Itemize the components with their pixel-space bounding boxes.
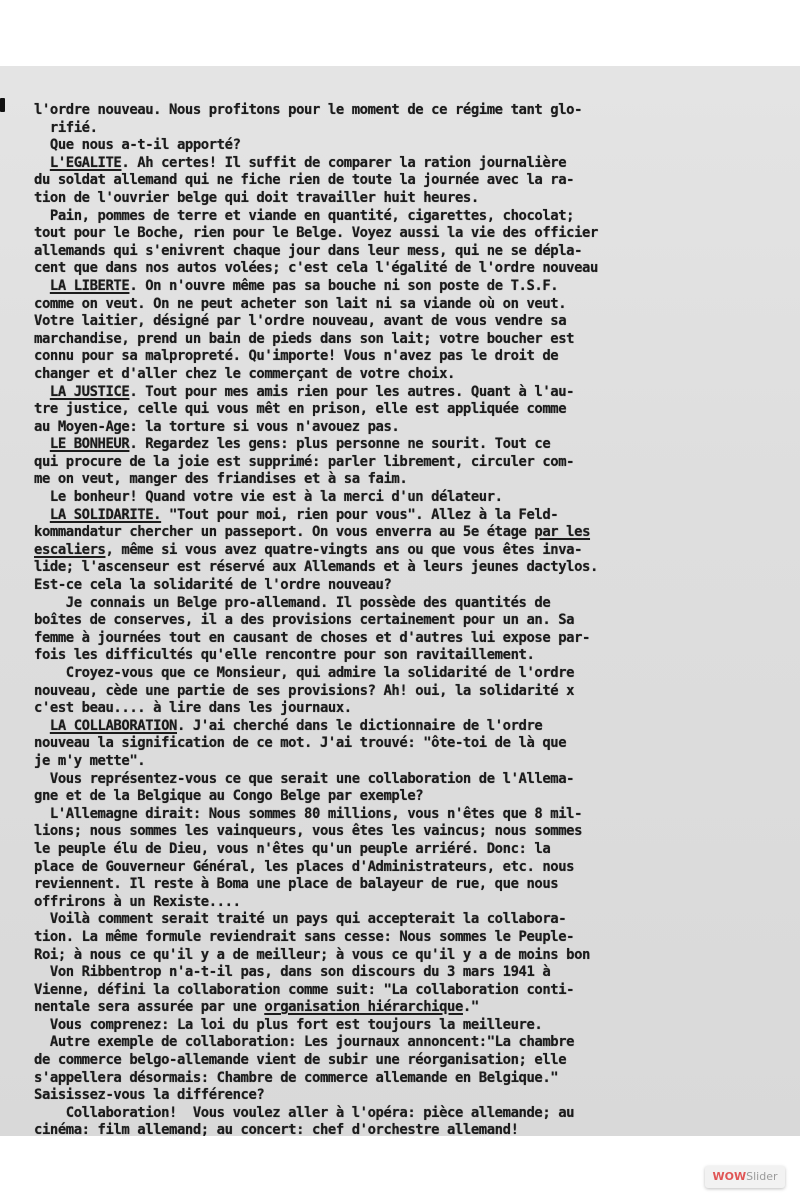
text-segment: Roi; à nous ce qu'il y a de meilleur; à vous ce qu'il y a de moins bon xyxy=(34,946,591,963)
text-line xyxy=(34,911,800,929)
text-segment: , même si vous avez quatre-vingts ans ou que vous êtes inva- xyxy=(105,541,583,558)
text-segment: marchandise, prend un bain de pieds dans son lait; votre boucher est xyxy=(34,330,575,347)
text-segment: Vous comprenez: La loi du plus fort est toujours la meilleure. xyxy=(34,1016,543,1033)
text-line xyxy=(34,647,800,665)
text-line xyxy=(34,243,800,261)
text-segment: le peuple élu de Dieu, vous n'êtes qu'un peuple arriéré. Donc: la xyxy=(34,840,551,857)
text-segment: Vienne, défini la collaboration comme suit: "La collaboration conti- xyxy=(34,981,575,998)
text-segment: Saisissez-vous la différence? xyxy=(34,1087,265,1104)
text-line xyxy=(34,929,800,947)
badge-accent-text: WOW xyxy=(712,1170,747,1183)
wowslider-badge[interactable] xyxy=(705,1166,785,1188)
text-segment: . Tout pour mes amis rien pour les autres. Quant à l'au- xyxy=(129,383,575,400)
text-line xyxy=(34,771,800,789)
text-segment: Est-ce cela la solidarité de l'ordre nouveau? xyxy=(34,577,392,594)
text-segment xyxy=(34,278,50,294)
underlined-heading: par les xyxy=(534,524,591,541)
text-segment: c'est beau.... à lire dans les journaux. xyxy=(34,700,352,717)
text-segment: comme on veut. On ne peut acheter son lait ni sa viande où on veut. xyxy=(34,295,567,312)
text-line xyxy=(34,630,800,648)
text-line xyxy=(34,137,800,155)
text-segment xyxy=(34,507,50,523)
underlined-heading: L'EGALITE xyxy=(49,154,122,171)
text-line xyxy=(34,947,800,965)
text-segment: . On n'ouvre même pas sa bouche ni son poste de T.S.F. xyxy=(129,277,559,294)
text-line xyxy=(34,454,800,472)
text-segment: je m'y mette". xyxy=(34,752,146,769)
text-segment: nouveau la signification de ce mot. J'ai trouvé: "ôte-toi de là que xyxy=(34,735,567,752)
text-line xyxy=(34,419,800,437)
text-segment: changer et d'aller chez le commerçant de votre choix. xyxy=(34,365,455,382)
text-line xyxy=(34,1017,800,1035)
text-line xyxy=(34,964,800,982)
text-segment: gne et de la Belgique au Congo Belge par exemple? xyxy=(34,788,424,805)
text-segment: Le bonheur! Quand votre vie est à la merci d'un délateur. xyxy=(34,489,503,506)
text-segment: Pain, pommes de terre et viande en quantité, cigarettes, chocolat; xyxy=(34,207,575,224)
text-segment: offrirons à un Rexiste.... xyxy=(34,893,241,910)
text-line xyxy=(34,577,800,595)
text-line xyxy=(34,1087,800,1105)
text-line xyxy=(34,471,800,489)
text-line xyxy=(34,982,800,1000)
text-line xyxy=(34,1122,800,1136)
underlined-heading: LE BONHEUR xyxy=(49,436,130,453)
text-segment: de commerce belgo-allemande vient de subir une réorganisation; elle xyxy=(34,1052,567,1069)
text-segment: nentale sera assurée par une xyxy=(34,999,265,1016)
text-line xyxy=(34,700,800,718)
text-segment: cent que dans nos autos volées; c'est cela l'égalité de l'ordre nouveau xyxy=(34,260,598,277)
text-line xyxy=(34,120,800,138)
text-segment: Von Ribbentrop n'a-t-il pas, dans son discours du 3 mars 1941 à xyxy=(34,964,551,981)
text-segment: kommandatur chercher un passeport. On vous enverra au 5e étage xyxy=(34,524,535,541)
underlined-heading: LA COLLABORATION xyxy=(49,717,177,734)
text-line xyxy=(34,190,800,208)
text-line xyxy=(34,331,800,349)
text-line xyxy=(34,859,800,877)
text-segment: tout pour le Boche, rien pour le Belge. Voyez aussi la vie des officier xyxy=(34,225,598,242)
text-segment: femme à journées tout en causant de choses et d'autres lui expose par- xyxy=(34,629,591,646)
text-segment: tion de l'ouvrier belge qui doit travailler huit heures. xyxy=(34,189,479,206)
underlined-heading: LA JUSTICE xyxy=(49,383,130,400)
text-segment: allemands qui s'enivrent chaque jour dans leur mess, qui ne se dépla- xyxy=(34,242,583,259)
text-line xyxy=(34,894,800,912)
text-segment xyxy=(34,436,50,452)
text-line xyxy=(34,683,800,701)
text-segment: l'ordre nouveau. Nous profitons pour le moment de ce régime tant glo- xyxy=(34,102,583,118)
text-line xyxy=(34,823,800,841)
text-segment: du soldat allemand qui ne fiche rien de toute la journée avec la ra- xyxy=(34,172,575,189)
text-segment: s'appellera désormais: Chambre de commerce allemande en Belgique." xyxy=(34,1069,559,1086)
text-line xyxy=(34,735,800,753)
text-segment: boîtes de conserves, il a des provisions certainement pour un an. Sa xyxy=(34,612,575,629)
text-line xyxy=(34,348,800,366)
text-line xyxy=(34,542,800,560)
text-segment: Vous représentez-vous ce que serait une collaboration de l'Allema- xyxy=(34,770,575,787)
text-segment: L'Allemagne dirait: Nous sommes 80 millions, vous n'êtes que 8 mil- xyxy=(34,805,583,822)
text-line xyxy=(34,208,800,226)
text-segment: . J'ai cherché dans le dictionnaire de l'ordre xyxy=(176,717,543,734)
text-line xyxy=(34,489,800,507)
typewritten-page xyxy=(0,66,800,1136)
text-line xyxy=(34,665,800,683)
text-line xyxy=(34,559,800,577)
underlined-heading: LA LIBERTE xyxy=(49,277,130,294)
text-segment: cinéma: film allemand; au concert: chef d'orchestre allemand! xyxy=(34,1122,519,1136)
text-line xyxy=(34,788,800,806)
text-line xyxy=(34,102,800,120)
text-segment xyxy=(34,718,50,734)
text-line xyxy=(34,313,800,331)
text-segment xyxy=(34,155,50,171)
text-segment: . Regardez les gens: plus personne ne sourit. Tout ce xyxy=(129,436,551,453)
text-segment: "Tout pour moi, rien pour vous". Allez à la Feld- xyxy=(161,506,559,523)
text-segment: . Ah certes! Il suffit de comparer la ration journalière xyxy=(121,154,567,171)
text-line xyxy=(34,999,800,1017)
text-line xyxy=(34,595,800,613)
text-segment xyxy=(34,384,50,400)
text-line xyxy=(34,436,800,454)
text-line xyxy=(34,841,800,859)
document-text xyxy=(34,102,800,1136)
text-segment: nouveau, cède une partie de ses provisions? Ah! oui, la solidarité x xyxy=(34,682,575,699)
underlined-heading: organisation hiérarchique xyxy=(264,999,463,1016)
text-segment: place de Gouverneur Général, les places d'Administrateurs, etc. nous xyxy=(34,858,575,875)
text-line xyxy=(34,401,800,419)
text-line xyxy=(34,225,800,243)
text-line xyxy=(34,172,800,190)
text-segment: Croyez-vous que ce Monsieur, qui admire la solidarité de l'ordre xyxy=(34,665,575,681)
text-line xyxy=(34,384,800,402)
text-line xyxy=(34,1034,800,1052)
text-segment: Que nous a-t-il apporté? xyxy=(34,137,241,154)
text-segment: rifié. xyxy=(34,119,98,136)
text-line xyxy=(34,155,800,173)
text-line xyxy=(34,260,800,278)
text-line xyxy=(34,1070,800,1088)
text-line xyxy=(34,1052,800,1070)
underlined-heading: escaliers xyxy=(34,541,106,558)
text-segment: Je connais un Belge pro-allemand. Il possède des quantités de xyxy=(34,594,551,611)
text-line xyxy=(34,507,800,525)
text-segment: qui procure de la joie est supprimé: parler librement, circuler com- xyxy=(34,453,575,470)
text-line xyxy=(34,524,800,542)
text-segment: Collaboration! Vous voulez aller à l'opéra: pièce allemande; au xyxy=(34,1104,575,1121)
badge-text: Slider xyxy=(746,1170,778,1183)
text-segment: Autre exemple de collaboration: Les journaux annoncent:"La chambre xyxy=(34,1034,575,1051)
text-segment: me on veut, manger des friandises et à sa faim. xyxy=(34,471,408,488)
text-line xyxy=(34,876,800,894)
text-line xyxy=(34,278,800,296)
text-line xyxy=(34,296,800,314)
text-line xyxy=(34,806,800,824)
text-line xyxy=(34,1105,800,1123)
text-line xyxy=(34,718,800,736)
page-edge-mark xyxy=(0,98,5,112)
text-segment: tre justice, celle qui vous mêt en prison, elle est appliquée comme xyxy=(34,401,567,418)
text-segment: lions; nous sommes les vainqueurs, vous êtes les vaincus; nous sommes xyxy=(34,823,583,840)
text-segment: Voilà comment serait traité un pays qui accepterait la collabora- xyxy=(34,911,567,928)
text-segment: lide; l'ascenseur est réservé aux Allemands et à leurs jeunes dactylos. xyxy=(34,559,598,576)
underlined-heading: LA SOLIDARITE. xyxy=(49,506,162,523)
text-line xyxy=(34,612,800,630)
text-segment: tion. La même formule reviendrait sans cesse: Nous sommes le Peuple- xyxy=(34,928,575,945)
text-line xyxy=(34,753,800,771)
text-segment: reviennent. Il reste à Boma une place de balayeur de rue, que nous xyxy=(34,876,559,893)
text-segment: Votre laitier, désigné par l'ordre nouveau, avant de vous vendre sa xyxy=(34,313,567,330)
text-segment: connu pour sa malpropreté. Qu'importe! Vous n'avez pas le droit de xyxy=(34,348,559,365)
text-segment: au Moyen-Age: la torture si vous n'avouez pas. xyxy=(34,418,400,435)
text-segment: ." xyxy=(462,999,479,1016)
text-line xyxy=(34,366,800,384)
text-segment: fois les difficultés qu'elle rencontre pour son ravitaillement. xyxy=(34,647,535,664)
